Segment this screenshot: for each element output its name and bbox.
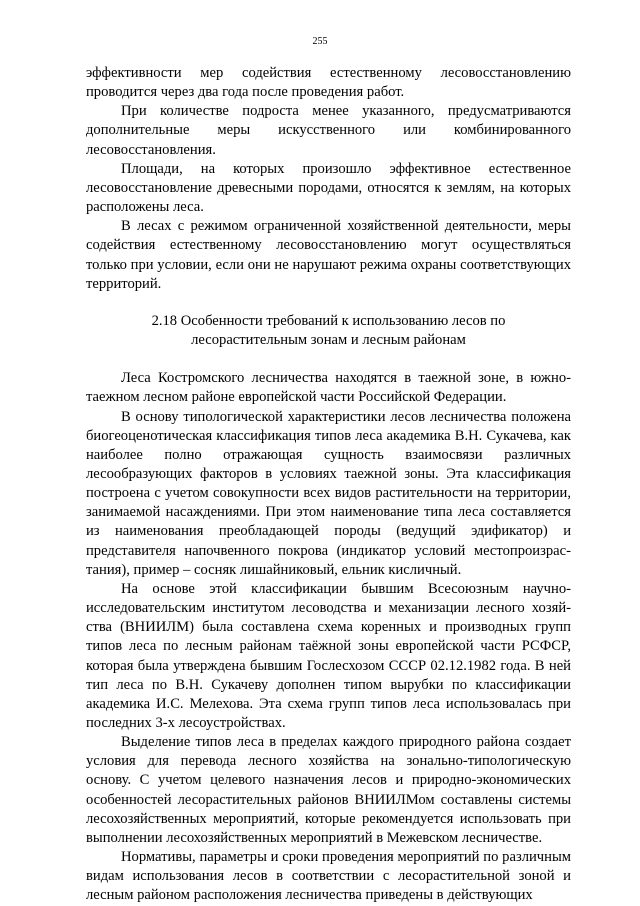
- paragraph: На основе этой классификации бывшим Всесоюзным научно-исследовательским институтом лесоводства и механизации лесного хозяйства (ВНИИЛМ) была составлена схема коренных и производных групп типов леса по лесным районам таёжной зоны европейской части РСФСР, которая была утверждена бывшим Гослесхозом СССР 02.12.1982 года. В ней тип леса по В.Н. Сукачеву дополнен типом вырубки по классификации академика И.С. Мелехова. Эта схема групп типов леса использовалась при последних 3-х лесоустройствах.: [86, 580, 571, 731]
- paragraph: При количестве подроста менее указанного, предусматриваются дополнительные меры искусственного или комбинированного лесовосстановления.: [86, 103, 571, 158]
- paragraph: Площади, на которых произошло эффективное естественное лесовосстановление древесными породами, относятся к землям, на которых расположены леса.: [86, 160, 571, 216]
- spacer: [86, 350, 571, 369]
- section-heading-line: лесорастительным зонам и лесным районам: [191, 332, 466, 349]
- paragraph: эффективности мер содействия естественному лесовосстановлению проводится через два года после проведения работ.: [86, 65, 571, 101]
- page-number: 255: [312, 36, 328, 47]
- paragraph: Леса Костромского лесничества находятся в таежной зоне, в южнотаежном лесном районе европейской части Российской Федерации.: [86, 370, 571, 406]
- page-body: [86, 64, 571, 906]
- paragraph: В основу типологической характеристики лесов лесничества положена биогеоценотическая классификация типов леса академика В.Н. Сукачева, как наиболее полно отражающая сущность взаимосвязи различных лесообразующих факторов в условиях таежной зоны. Эта классификация построена с учетом совокупности всех видов растительности на территории, занимаемой насаждениями. При этом наименование типа леса составляется из наименования преобладающей породы (ведущий эдификатор) и представителя напочвенного покрова (индикатор условий местопроизрастания), пример – сосняк лишайниковый, ельник кисличный.: [86, 408, 571, 578]
- paragraph: Нормативы, параметры и сроки проведения мероприятий по различным видам использования лесов в соответствии с лесорастительной зоной и лесным районом расположения лесничества приведены в действующих: [86, 849, 571, 904]
- section-heading: [86, 312, 571, 350]
- paragraph: В лесах с режимом ограниченной хозяйственной деятельности, меры содействия естественному лесовосстановлению могут осуществляться только при условии, если они не нарушают режима охраны соответствующих территорий.: [86, 218, 571, 292]
- paragraph: Выделение типов леса в пределах каждого природного района создает условия для перевода лесного хозяйства на зонально-типологическую основу. С учетом целевого назначения лесов и природно-экономических особенностей лесорастительных районов ВНИИЛМом составлены системы лесохозяйственных мероприятий, которые рекомендуется использовать при выполнении лесохозяйственных мероприятий в Межевском лесничестве.: [86, 734, 571, 846]
- section-heading-line: 2.18 Особенности требований к использованию лесов по: [151, 312, 506, 329]
